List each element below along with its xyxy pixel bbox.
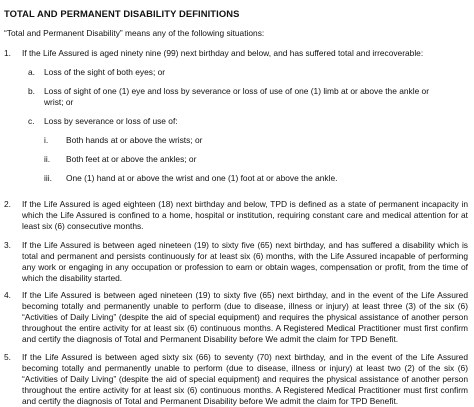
item-1-text: If the Life Assured is aged ninety nine (99) next birthday and below, and has suffered total and irrecoverable: bbox=[22, 48, 424, 58]
intro-paragraph: “Total and Permanent Disability” means any of the following situations: bbox=[4, 28, 265, 38]
subitem-b-letter: b. bbox=[28, 86, 35, 96]
item-4-number: 4. bbox=[4, 290, 11, 300]
subitem-c-ii-text: Both feet at or above the ankles; or bbox=[66, 154, 197, 164]
subitem-c-text: Loss by severance or loss of use of: bbox=[44, 116, 178, 126]
item-5-text: If the Life Assured is between aged sixty six (66) to seventy (70) next birthday, and in the event of the Life Assured becoming totally and permanently unable to perform (due to disease, illness or injury) at least two (2) of the six (6) “Activities of Daily Living” (despite the aid of special equipment) and requires the physical assistance of another person throughout the entire activity for at least six (6) continuous months. A Registered Medical Practitioner must first confirm and certify the diagnosis of Total and Permanent Disability before We admit the claim for TPD Benefit. bbox=[22, 352, 468, 406]
item-2-number: 2. bbox=[4, 199, 11, 209]
subitem-c-letter: c. bbox=[28, 116, 35, 126]
subitem-c-i-text: Both hands at or above the wrists; or bbox=[66, 135, 203, 145]
item-3-number: 3. bbox=[4, 240, 11, 250]
item-2-text: If the Life Assured is aged eighteen (18) next birthday and below, TPD is defined as a state of permanent incapacity in which the Life Assured is confined to a home, hospital or institution, requiring constant care and medical attention for at least six (6) consecutive months. bbox=[22, 199, 468, 231]
subitem-c-ii-numeral: ii. bbox=[44, 154, 51, 164]
subitem-a-text: Loss of the sight of both eyes; or bbox=[44, 67, 166, 77]
subitem-b-text: Loss of sight of one (1) eye and loss by severance or loss of use of one (1) limb at or above the ankle or wrist; or bbox=[44, 86, 429, 107]
document-title: TOTAL AND PERMANENT DISABILITY DEFINITIONS bbox=[4, 8, 240, 19]
subitem-c-iii-numeral: iii. bbox=[44, 173, 52, 183]
item-1-number: 1. bbox=[4, 48, 11, 58]
subitem-c-iii-text: One (1) hand at or above the wrist and one (1) foot at or above the ankle. bbox=[66, 173, 338, 183]
subitem-c-i-numeral: i. bbox=[44, 135, 49, 145]
subitem-a-letter: a. bbox=[28, 67, 35, 77]
item-4-text: If the Life Assured is between aged nineteen (19) to sixty five (65) next birthday, and in the event of the Life Assured becoming totally and permanently unable to perform (due to disease, illness or injury) at least three (3) of the six (6) “Activities of Daily Living” (despite the aid of special equipment) and requires the physical assistance of another person throughout the entire activity for at least six (6) continuous months. A Registered Medical Practitioner must first confirm and certify the diagnosis of Total and Permanent Disability before We admit the claim for TPD Benefit. bbox=[22, 290, 468, 344]
item-5-number: 5. bbox=[4, 352, 11, 362]
item-3-text: If the Life Assured is between aged nineteen (19) to sixty five (65) next birthday, and has suffered a disability which is total and permanent and persists continuously for at least six (6) months, with the Life Assured incapable of performing any work or engaging in any occupation or profession to earn or obtain wages, compensation or profit, from the time of which the disability started. bbox=[22, 240, 468, 283]
